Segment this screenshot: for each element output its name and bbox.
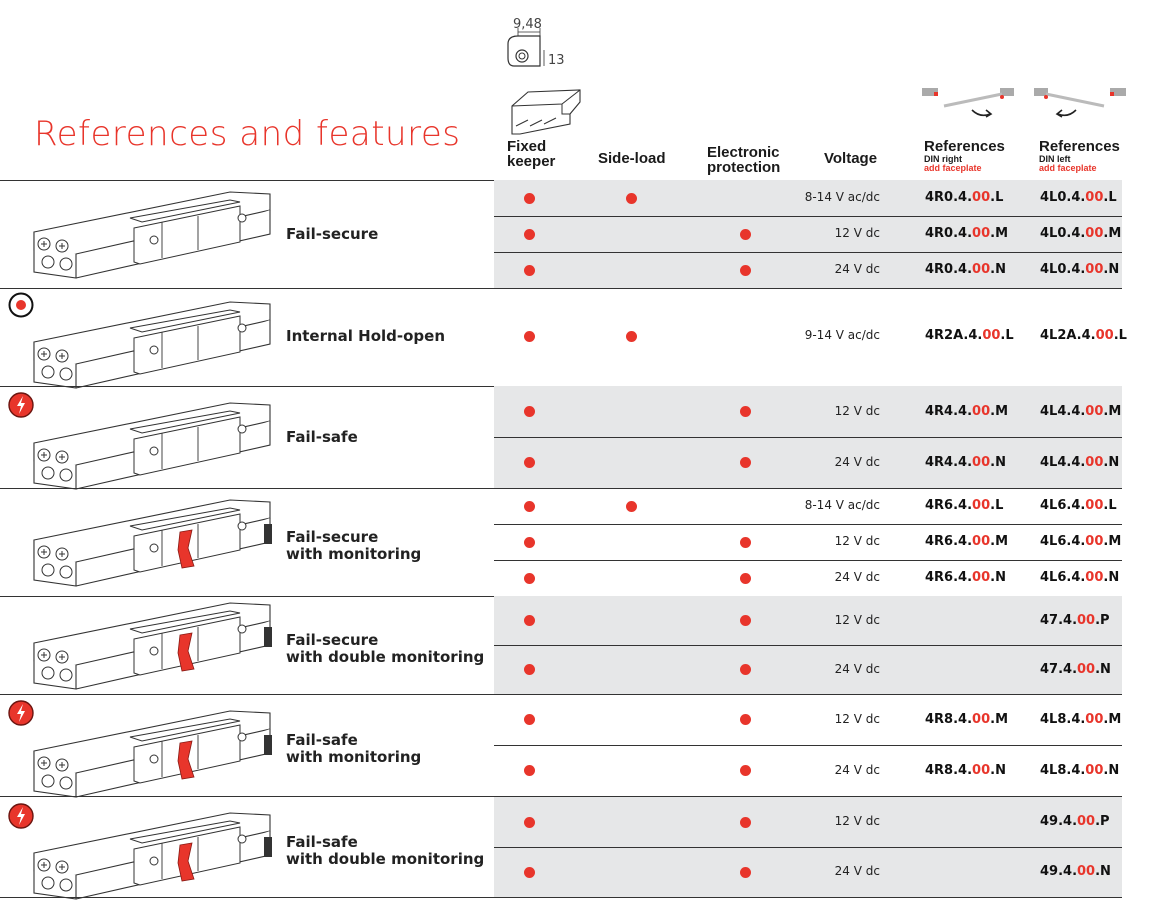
reference-din-right-prefix: 4R6.4. — [925, 570, 973, 585]
header-ref-left-add: add faceplate — [1039, 163, 1097, 173]
lock-illustration — [30, 707, 275, 804]
header-electronic-protection — [707, 145, 780, 175]
voltage-value: 24 V dc — [834, 762, 880, 777]
reference-din-right — [925, 226, 1008, 241]
group-label — [286, 429, 358, 446]
reference-din-left-suffix: .L — [1103, 498, 1117, 513]
lock-illustration — [30, 399, 275, 496]
reference-din-left — [1040, 763, 1119, 778]
reference-din-left-suffix: .L — [1113, 328, 1127, 343]
header-fixed-keeper — [507, 139, 555, 169]
reference-din-left-prefix: 4L6.4. — [1040, 570, 1086, 585]
header-ref-right-sub: DIN right — [924, 154, 962, 164]
reference-din-left — [1040, 226, 1121, 241]
reference-din-right — [925, 328, 1014, 343]
reference-din-right-suffix: .M — [990, 534, 1008, 549]
din-left-door-icon — [1032, 84, 1128, 132]
reference-din-right-suffix: .M — [990, 403, 1008, 419]
fixed-keeper-dot — [524, 537, 535, 548]
row-divider — [494, 437, 1122, 438]
fixed-keeper-dot — [524, 406, 535, 417]
reference-din-left — [1040, 534, 1121, 549]
reference-din-right-suffix: .N — [990, 262, 1006, 277]
group-divider — [0, 694, 1122, 695]
voltage-value: 24 V dc — [834, 454, 880, 469]
group-label-subline: with double monitoring — [286, 648, 485, 666]
reference-din-left-suffix: .M — [1103, 711, 1122, 727]
fixed-keeper-dot — [524, 229, 535, 240]
voltage-value: 12 V dc — [834, 814, 880, 828]
fixed-keeper-dot — [524, 193, 535, 204]
electronic-protection-dot — [740, 714, 751, 725]
electronic-protection-dot — [740, 406, 751, 417]
reference-din-left-faceplate-code: 00 — [1085, 762, 1104, 778]
group-label-line: Fail-secure — [286, 528, 379, 546]
reference-din-left-suffix: .P — [1095, 612, 1110, 628]
header-ref-right — [924, 139, 1005, 173]
reference-din-left-suffix: .N — [1103, 262, 1120, 277]
fixed-keeper-dot — [524, 501, 535, 512]
reference-din-right — [925, 498, 1003, 513]
reference-din-left-faceplate-code: 00 — [1085, 262, 1104, 277]
fixed-keeper-dot — [524, 331, 535, 342]
group-label-line: Fail-safe — [286, 427, 358, 446]
electronic-protection-dot — [740, 229, 751, 240]
voltage-value: 24 V dc — [834, 864, 880, 878]
group-label-subline: with double monitoring — [286, 850, 485, 868]
lightning-icon — [8, 803, 34, 829]
header-ref-right-title: References — [924, 138, 1005, 155]
fixed-keeper-dot — [524, 817, 535, 828]
reference-din-right-prefix: 4R0.4. — [925, 226, 973, 241]
reference-din-right-faceplate-code: 00 — [972, 570, 991, 585]
electronic-protection-dot — [740, 615, 751, 626]
group-label-line: Internal Hold-open — [286, 326, 446, 345]
fixed-keeper-dot — [524, 714, 535, 725]
reference-din-left-prefix: 4L6.4. — [1040, 534, 1086, 549]
reference-din-left-prefix: 4L0.4. — [1040, 226, 1086, 241]
header-fixed-keeper-line1: Fixed — [507, 138, 547, 155]
fixed-keeper-dot — [524, 765, 535, 776]
electronic-protection-dot — [740, 573, 751, 584]
reference-din-left-prefix: 4L8.4. — [1040, 762, 1086, 778]
group-label-subline: with monitoring — [286, 545, 422, 563]
group-label — [286, 732, 421, 766]
reference-din-left — [1040, 662, 1111, 677]
header-electronic-line1: Electronic — [707, 144, 780, 161]
reference-din-right-faceplate-code: 00 — [972, 762, 991, 778]
row-divider — [494, 745, 1122, 746]
header-voltage: Voltage — [824, 150, 878, 167]
reference-din-right-faceplate-code: 00 — [972, 454, 991, 470]
din-right-door-icon — [920, 84, 1016, 132]
reference-din-left-suffix: .N — [1095, 864, 1111, 879]
reference-din-left — [1040, 498, 1117, 513]
reference-din-left — [1040, 814, 1110, 829]
header-ref-left-title: References — [1039, 138, 1120, 155]
group-label-line: Fail-secure — [286, 631, 379, 649]
reference-din-left-faceplate-code: 00 — [1085, 711, 1104, 727]
reference-din-right-suffix: .N — [990, 570, 1006, 585]
voltage-value: 8-14 V ac/dc — [804, 498, 880, 512]
reference-din-left-prefix: 4L0.4. — [1040, 262, 1086, 277]
group-label — [286, 226, 378, 243]
lightning-icon — [8, 700, 34, 726]
group-label — [286, 834, 484, 868]
fixed-keeper-dot — [524, 265, 535, 276]
reference-din-left-suffix: .L — [1103, 190, 1117, 205]
reference-din-left-prefix: 49.4. — [1040, 864, 1078, 879]
group-divider — [0, 897, 1122, 898]
reference-din-right-faceplate-code: 00 — [972, 711, 991, 727]
voltage-value: 12 V dc — [834, 226, 880, 240]
reference-din-left — [1040, 190, 1117, 205]
row-divider — [494, 847, 1122, 848]
reference-din-right-suffix: .L — [990, 498, 1004, 513]
reference-din-right-faceplate-code: 00 — [982, 328, 1001, 343]
reference-din-right-prefix: 4R2A.4. — [925, 328, 983, 343]
voltage-value: 9-14 V ac/dc — [804, 328, 880, 342]
reference-din-right-prefix: 4R4.4. — [925, 403, 973, 419]
reference-din-left — [1040, 864, 1111, 879]
fixed-keeper-illustration — [500, 10, 590, 140]
voltage-value: 24 V dc — [834, 570, 880, 584]
reference-din-right — [925, 570, 1006, 585]
reference-din-left-suffix: .N — [1103, 762, 1120, 778]
voltage-value: 8-14 V ac/dc — [804, 190, 880, 204]
row-divider — [494, 524, 1122, 525]
electronic-protection-dot — [740, 867, 751, 878]
reference-din-left-faceplate-code: 00 — [1085, 454, 1104, 470]
reference-din-left-suffix: .M — [1103, 226, 1122, 241]
lightning-icon — [8, 392, 34, 418]
fixed-keeper-dot — [524, 615, 535, 626]
reference-din-right — [925, 763, 1006, 778]
reference-din-left-prefix: 4L8.4. — [1040, 711, 1086, 727]
reference-din-left — [1040, 613, 1110, 628]
reference-din-left-prefix: 4L4.4. — [1040, 403, 1086, 419]
reference-din-left-suffix: .N — [1103, 570, 1120, 585]
reference-din-left-suffix: .M — [1103, 534, 1122, 549]
group-label — [286, 529, 421, 563]
side-load-dot — [626, 193, 637, 204]
reference-din-left-prefix: 4L0.4. — [1040, 190, 1086, 205]
header-electronic-line2: protection — [707, 159, 781, 176]
reference-din-right — [925, 534, 1008, 549]
reference-din-right — [925, 712, 1008, 727]
reference-din-left — [1040, 455, 1119, 470]
voltage-value: 24 V dc — [834, 262, 880, 276]
keeper-dim-width: 9,48 — [513, 17, 542, 32]
reference-din-left-faceplate-code: 00 — [1085, 226, 1104, 241]
reference-din-left-faceplate-code: 00 — [1077, 612, 1096, 628]
reference-din-right-prefix: 4R6.4. — [925, 534, 973, 549]
group-label-line: Fail-secure — [286, 224, 379, 243]
lock-illustration — [30, 298, 275, 395]
reference-din-left-suffix: .P — [1095, 814, 1110, 829]
reference-din-left-faceplate-code: 00 — [1095, 328, 1114, 343]
group-label-subline: with monitoring — [286, 748, 422, 766]
reference-din-right-prefix: 4R0.4. — [925, 262, 973, 277]
keeper-dim-height: 13 — [548, 53, 565, 68]
reference-din-left-faceplate-code: 00 — [1077, 661, 1096, 677]
reference-din-right-faceplate-code: 00 — [972, 403, 991, 419]
reference-din-left-faceplate-code: 00 — [1085, 570, 1104, 585]
reference-din-left-prefix: 47.4. — [1040, 661, 1078, 677]
reference-din-left-prefix: 4L2A.4. — [1040, 328, 1096, 343]
page-title: References and features — [34, 114, 461, 154]
electronic-protection-dot — [740, 664, 751, 675]
reference-din-left-faceplate-code: 00 — [1085, 498, 1104, 513]
lock-illustration — [30, 188, 275, 285]
reference-din-right — [925, 190, 1003, 205]
row-divider — [494, 216, 1122, 217]
electronic-protection-dot — [740, 265, 751, 276]
reference-din-right-suffix: .N — [990, 762, 1006, 778]
side-load-dot — [626, 331, 637, 342]
voltage-value: 12 V dc — [834, 612, 880, 627]
reference-din-left-faceplate-code: 00 — [1077, 864, 1096, 879]
reference-din-left-faceplate-code: 00 — [1085, 190, 1104, 205]
header-ref-left — [1039, 139, 1120, 173]
reference-din-left-prefix: 47.4. — [1040, 612, 1078, 628]
side-load-dot — [626, 501, 637, 512]
reference-din-right-faceplate-code: 00 — [972, 262, 991, 277]
lock-illustration — [30, 809, 275, 906]
reference-din-right-prefix: 4R8.4. — [925, 711, 973, 727]
header-side-load: Side-load — [598, 150, 666, 167]
row-divider — [494, 252, 1122, 253]
reference-din-left-faceplate-code: 00 — [1077, 814, 1096, 829]
reference-din-right-prefix: 4R6.4. — [925, 498, 973, 513]
reference-din-right-prefix: 4R4.4. — [925, 454, 973, 470]
electronic-protection-dot — [740, 765, 751, 776]
voltage-value: 24 V dc — [834, 661, 880, 676]
reference-din-right-faceplate-code: 00 — [972, 190, 991, 205]
group-label-line: Fail-safe — [286, 731, 358, 749]
reference-din-right-faceplate-code: 00 — [972, 534, 991, 549]
lock-illustration — [30, 496, 275, 593]
reference-din-left-suffix: .N — [1095, 661, 1111, 677]
voltage-value: 12 V dc — [834, 403, 880, 418]
reference-din-right-suffix: .M — [990, 226, 1008, 241]
reference-din-right-prefix: 4R0.4. — [925, 190, 973, 205]
reference-din-left — [1040, 712, 1121, 727]
group-label — [286, 632, 484, 666]
electronic-protection-dot — [740, 537, 751, 548]
group-label — [286, 328, 445, 345]
reference-din-left-suffix: .M — [1103, 403, 1122, 419]
reference-din-right — [925, 404, 1008, 419]
reference-din-left-faceplate-code: 00 — [1085, 403, 1104, 419]
fixed-keeper-dot — [524, 573, 535, 584]
reference-din-left — [1040, 404, 1121, 419]
header-fixed-keeper-line2: keeper — [507, 153, 556, 170]
header-ref-left-sub: DIN left — [1039, 154, 1071, 164]
fixed-keeper-dot — [524, 867, 535, 878]
reference-din-left-suffix: .N — [1103, 454, 1120, 470]
reference-din-left-prefix: 4L6.4. — [1040, 498, 1086, 513]
row-divider — [494, 645, 1122, 646]
voltage-value: 12 V dc — [834, 534, 880, 548]
reference-din-left — [1040, 262, 1119, 277]
reference-din-right — [925, 262, 1006, 277]
row-divider — [494, 560, 1122, 561]
reference-din-right — [925, 455, 1006, 470]
reference-din-right-prefix: 4R8.4. — [925, 762, 973, 778]
reference-din-right-faceplate-code: 00 — [972, 498, 991, 513]
reference-din-left — [1040, 570, 1119, 585]
group-divider — [0, 488, 1122, 489]
lock-illustration — [30, 599, 275, 696]
reference-din-right-suffix: .M — [990, 711, 1008, 727]
voltage-value: 12 V dc — [834, 711, 880, 726]
reference-din-left-faceplate-code: 00 — [1085, 534, 1104, 549]
header-ref-right-add: add faceplate — [924, 163, 982, 173]
hold-open-icon — [8, 292, 34, 318]
group-divider — [0, 288, 1122, 289]
reference-din-right-faceplate-code: 00 — [972, 226, 991, 241]
reference-din-left — [1040, 328, 1127, 343]
reference-din-right-suffix: .L — [1000, 328, 1014, 343]
reference-din-left-prefix: 4L4.4. — [1040, 454, 1086, 470]
electronic-protection-dot — [740, 817, 751, 828]
reference-din-right-suffix: .N — [990, 454, 1006, 470]
reference-din-right-suffix: .L — [990, 190, 1004, 205]
electronic-protection-dot — [740, 457, 751, 468]
fixed-keeper-dot — [524, 664, 535, 675]
group-label-line: Fail-safe — [286, 833, 358, 851]
reference-din-left-prefix: 49.4. — [1040, 814, 1078, 829]
fixed-keeper-dot — [524, 457, 535, 468]
